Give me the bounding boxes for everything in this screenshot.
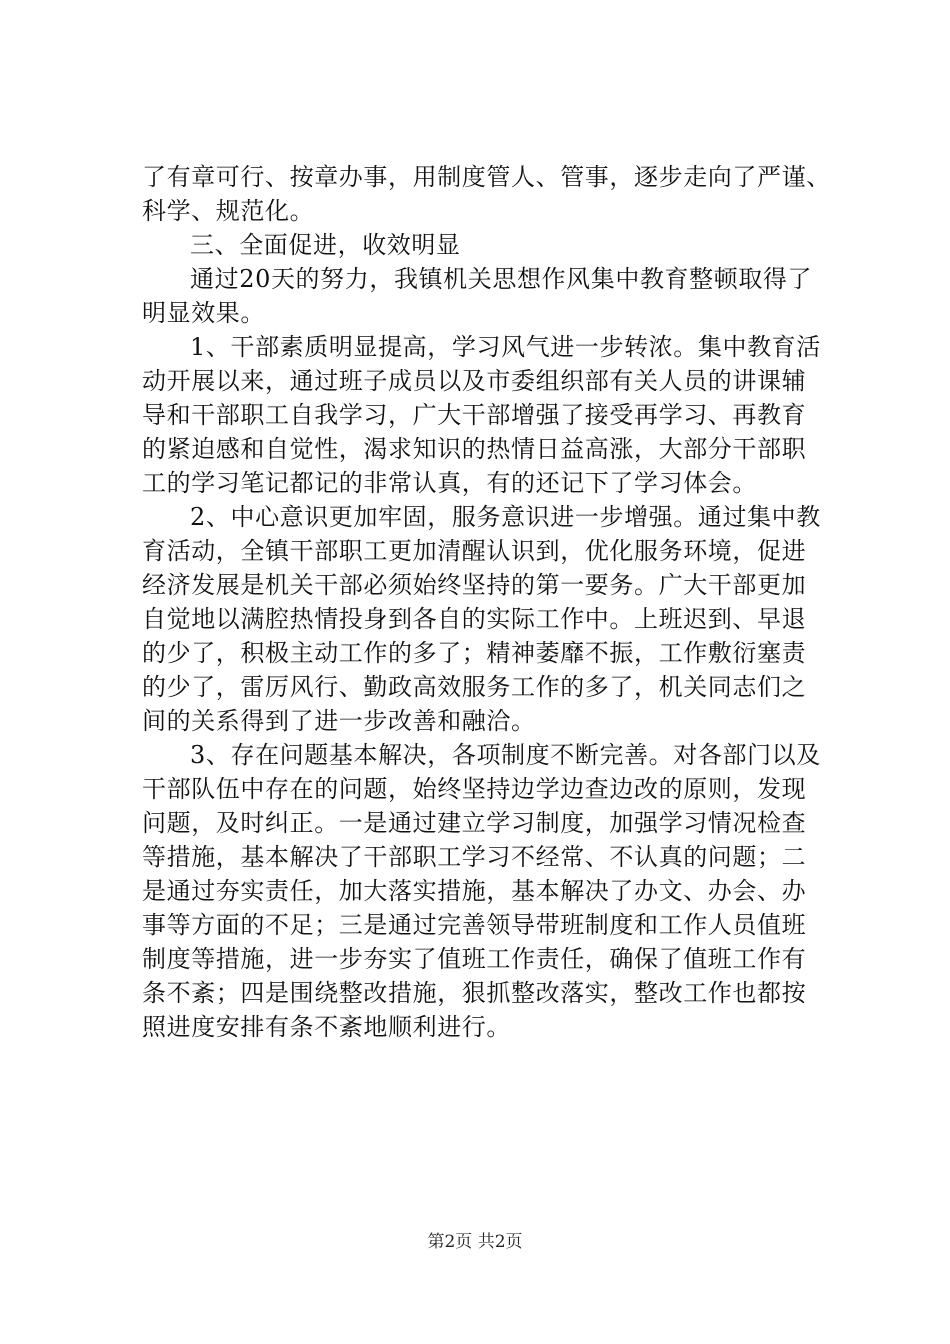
text-line: 工的学习笔记都记的非常认真，有的还记下了学习体会。 <box>142 469 757 497</box>
text-line: 间的关系得到了进一步改善和融洽。 <box>142 707 536 735</box>
text-line: 了有章可行、按章办事，用制度管人、管事，逐步走向了严谨、 <box>142 163 831 191</box>
text-line: 是通过夯实责任，加大落实措施，基本解决了办文、办会、办 <box>142 877 807 905</box>
text-line: 导和干部职工自我学习，广大干部增强了接受再学习、再教育 <box>142 401 807 429</box>
text-line: 问题，及时纠正。一是通过建立学习制度，加强学习情况检查 <box>142 809 807 837</box>
text-line: 等措施，基本解决了干部职工学习不经常、不认真的问题；二 <box>142 843 807 871</box>
page-number-footer: 第2页 共2页 <box>427 1232 523 1252</box>
text-line: 明显效果。 <box>142 299 265 327</box>
text-line: 1、干部素质明显提高，学习风气进一步转浓。集中教育活 <box>190 333 821 361</box>
section-heading: 三、全面促进，收效明显 <box>190 231 461 259</box>
text-line: 干部队伍中存在的问题，始终坚持边学边查边改的原则，发现 <box>142 775 807 803</box>
text-line: 2、中心意识更加牢固，服务意识进一步增强。通过集中教 <box>190 503 821 531</box>
text-line: 经济发展是机关干部必须始终坚持的第一要务。广大干部更加 <box>142 571 807 599</box>
document-body <box>142 160 842 1044</box>
text-line: 自觉地以满腔热情投身到各自的实际工作中。上班迟到、早退 <box>142 605 807 633</box>
text-line: 的少了，积极主动工作的多了；精神萎靡不振，工作敷衍塞责 <box>142 639 807 667</box>
text-line: 的紧迫感和自觉性，渴求知识的热情日益高涨，大部分干部职 <box>142 435 807 463</box>
text-line: 事等方面的不足；三是通过完善领导带班制度和工作人员值班 <box>142 911 807 939</box>
text-line: 动开展以来，通过班子成员以及市委组织部有关人员的讲课辅 <box>142 367 807 395</box>
text-line: 科学、规范化。 <box>142 197 315 225</box>
text-line: 的少了，雷厉风行、勤政高效服务工作的多了，机关同志们之 <box>142 673 807 701</box>
text-line: 照进度安排有条不紊地顺利进行。 <box>142 1013 511 1041</box>
text-line: 制度等措施，进一步夯实了值班工作责任，确保了值班工作有 <box>142 945 807 973</box>
text-line: 通过20天的努力，我镇机关思想作风集中教育整顿取得了 <box>190 265 813 293</box>
text-line: 条不紊；四是围绕整改措施，狠抓整改落实，整改工作也都按 <box>142 979 807 1007</box>
text-line: 3、存在问题基本解决，各项制度不断完善。对各部门以及 <box>190 741 821 769</box>
text-line: 育活动，全镇干部职工更加清醒认识到，优化服务环境，促进 <box>142 537 807 565</box>
